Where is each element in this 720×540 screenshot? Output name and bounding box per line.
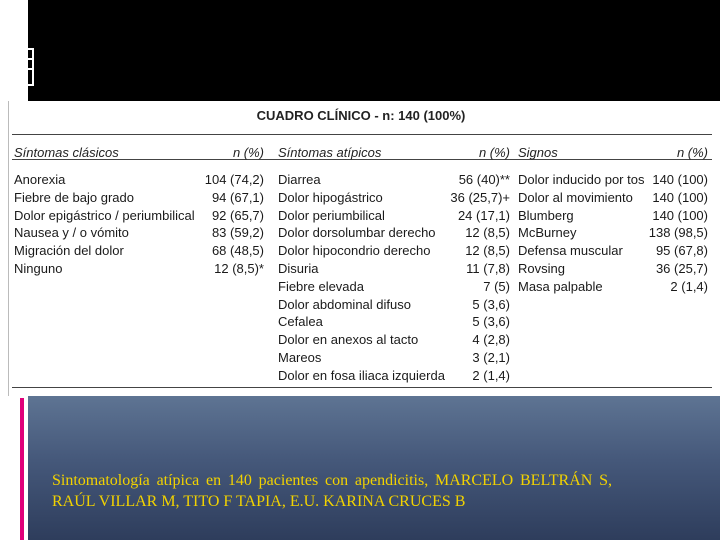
- row-value: 56 (40)**: [458, 172, 510, 187]
- table-row: [518, 261, 708, 279]
- table-row: [278, 279, 510, 297]
- table-row: [278, 297, 510, 315]
- row-label: Nausea y / o vómito: [14, 225, 129, 241]
- table-row: [278, 261, 510, 279]
- row-value: 140 (100): [652, 172, 708, 187]
- row-label: Dolor abdominal difuso: [278, 296, 411, 312]
- row-value: 83 (59,2): [211, 225, 264, 241]
- table-rule-bottom: [12, 387, 712, 388]
- table-row: [278, 332, 510, 350]
- table-row: [518, 190, 708, 208]
- row-value: 140 (100): [652, 189, 708, 205]
- row-label: Dolor en anexos al tacto: [278, 332, 419, 348]
- caption-panel: [28, 396, 720, 540]
- row-value: 94 (67,1): [211, 189, 264, 205]
- row-value: 140 (100): [652, 207, 708, 223]
- header-n-pct-1: n (%): [232, 145, 264, 160]
- row-label: Dolor en fosa iliaca izquierda: [278, 367, 445, 383]
- corner-logo: [14, 48, 34, 86]
- table-rule-top: [12, 134, 712, 135]
- table-row: [14, 190, 264, 208]
- row-value: 12 (8,5): [465, 225, 510, 241]
- header-n-pct-3: n (%): [676, 145, 708, 160]
- column-atipicos: [278, 172, 510, 386]
- row-value: 36 (25,7)+: [450, 189, 510, 205]
- row-value: 4 (2,8): [472, 332, 510, 348]
- left-rule: [8, 101, 9, 396]
- table-row: [518, 208, 708, 226]
- row-value: 36 (25,7): [655, 260, 708, 276]
- row-value: 138 (98,5): [648, 225, 708, 241]
- row-label: Dolor epigástrico / periumbilical: [14, 207, 195, 223]
- panel-margin: [0, 396, 19, 540]
- row-label: Dolor al movimiento: [518, 189, 633, 205]
- row-label: Rovsing: [518, 260, 565, 276]
- row-value: 3 (2,1): [472, 349, 510, 365]
- row-value: 24 (17,1): [457, 207, 510, 223]
- table-row: [278, 208, 510, 226]
- row-label: Defensa muscular: [518, 243, 623, 259]
- row-label: Mareos: [278, 349, 322, 365]
- table-row: [14, 243, 264, 261]
- row-label: Diarrea: [278, 172, 321, 187]
- table-row: [518, 279, 708, 297]
- row-value: 11 (7,8): [466, 260, 510, 276]
- table-row: [278, 350, 510, 368]
- row-value: 5 (3,6): [472, 296, 510, 312]
- row-label: Dolor dorsolumbar derecho: [278, 225, 436, 241]
- table-row: [14, 225, 264, 243]
- row-value: 12 (8,5)*: [214, 260, 264, 276]
- row-label: Dolor hipogástrico: [278, 189, 383, 205]
- header-atipicos: Síntomas atípicos: [278, 145, 382, 160]
- table-row: [278, 368, 510, 386]
- row-label: Dolor periumbilical: [278, 207, 385, 223]
- table-title: CUADRO CLÍNICO - n: 140 (100%): [256, 108, 466, 123]
- header-signos: Signos: [518, 145, 558, 160]
- table-row: [518, 172, 708, 190]
- table-row: [14, 208, 264, 226]
- source-caption: Sintomatología atípica en 140 pacientes con apendicitis, MARCELO BELTRÁN S, RAÚL VILLAR M, TITO F TAPIA, E.U. KARINA CRUCES B: [52, 472, 612, 510]
- row-value: 68 (48,5): [211, 243, 264, 259]
- row-label: Dolor hipocondrio derecho: [278, 243, 431, 259]
- row-value: 12 (8,5): [465, 243, 510, 259]
- row-label: Blumberg: [518, 207, 574, 223]
- row-value: 2 (1,4): [670, 278, 708, 294]
- row-label: Migración del dolor: [14, 243, 124, 259]
- column-clasicos: [14, 172, 264, 279]
- accent-bar: [20, 398, 24, 540]
- row-label: Disuria: [278, 260, 319, 276]
- clinical-table: [10, 101, 712, 396]
- row-label: Dolor inducido por tos: [518, 172, 645, 187]
- row-value: 5 (3,6): [472, 314, 510, 330]
- title-bar: [28, 0, 720, 101]
- row-label: Ninguno: [14, 260, 63, 276]
- row-label: Fiebre elevada: [278, 278, 364, 294]
- table-row: [14, 172, 264, 190]
- table-row: [278, 190, 510, 208]
- table-row: [518, 225, 708, 243]
- row-value: 7 (5): [483, 278, 510, 294]
- row-label: McBurney: [518, 225, 577, 241]
- table-row: [518, 243, 708, 261]
- row-label: Fiebre de bajo grado: [14, 189, 134, 205]
- row-label: Masa palpable: [518, 278, 603, 294]
- table-row: [278, 172, 510, 190]
- table-row: [278, 225, 510, 243]
- row-label: Anorexia: [14, 172, 66, 187]
- table-row: [278, 243, 510, 261]
- header-clasicos: Síntomas clásicos: [14, 145, 119, 160]
- column-signos: [518, 172, 708, 297]
- header-n-pct-2: n (%): [478, 145, 510, 160]
- table-row: [14, 261, 264, 279]
- row-value: 104 (74,2): [204, 172, 264, 187]
- row-value: 95 (67,8): [655, 243, 708, 259]
- row-value: 2 (1,4): [472, 367, 510, 383]
- row-value: 92 (65,7): [211, 207, 264, 223]
- row-label: Cefalea: [278, 314, 323, 330]
- table-row: [278, 314, 510, 332]
